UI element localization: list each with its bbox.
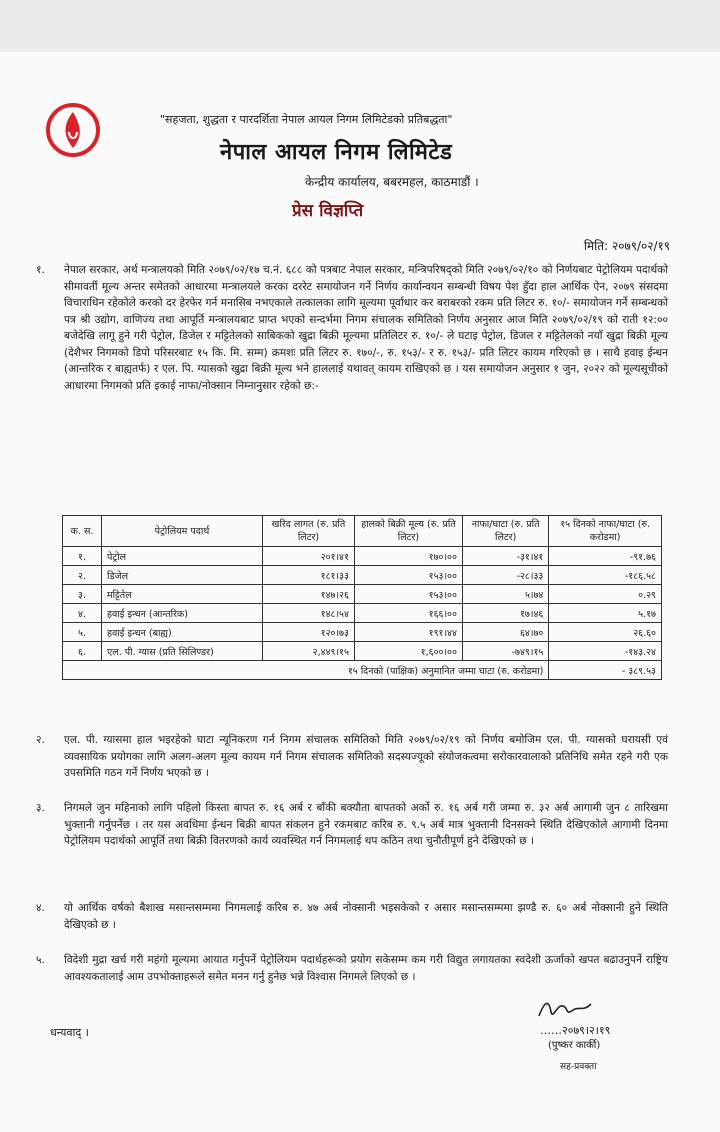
col-15day-profit-loss: १५ दिनको नाफा/घाटा (रु. करोडमा) [549,516,662,547]
col-purchase-cost: खरिद लागत (रु. प्रति लिटर) [263,516,355,547]
paragraph-text: एल. पी. ग्यासमा हाल भइरहेको घाटा न्यूनिकरण गर्न निगम संचालक समितिको मिति २०७९/०२/१९ को निर्णय बमोजिम एल. पी. ग्यासको घरायसी एवं व्यवसायिक प्रयोगका लागि अलग-अलग मूल्य कायम गर्न निगम संचालक समितिको सदस्यज्यूको संयोजकत्वमा सरोकारवालाको प्रतिनिधि समेत रहने गरी एक उपसमिति गठन गर्ने निर्णय भएको छ । [64,734,668,779]
closing-thanks: धन्यवाद् । [50,1026,89,1039]
paragraph-text: विदेशी मुद्रा खर्च गरी महंगो मूल्यमा आयात गर्नुपर्ने पेट्रोलियम पदार्थहरूको प्रयोग सकेसम्म कम गरी विद्युत लगायतका स्वदेशी ऊर्जाको खपत बढाउनुपर्ने राष्ट्रिय आवश्यकतालाई आम उपभोक्ताहरूले समेत मनन गर्नु हुनेछ भन्ने विश्वास निगमले लिएको छ । [64,954,668,983]
organization-name: नेपाल आयल निगम लिमिटेड [220,140,453,165]
paragraph-number: ५. [36,954,45,966]
office-address: केन्द्रीय कार्यालय, बबरमहल, काठमाडौं । [305,175,479,189]
paragraph-4 [36,900,668,933]
total-value: - ३८९.५३ [549,661,662,680]
table-row: ५. हवाई इन्धन (बाह्य) १२०।७३ १९१।४४ ६४।७० २६.६० [63,623,662,642]
paragraph-text: निगमले जुन महिनाको लागि पहिलो किस्ता बापत रु. १६ अर्ब र बाँकी बक्यौता बापतको अर्को रु. १६ अर्ब गरी जम्मा रु. ३२ अर्ब आगामी जुन ८ तारिखमा भुक्तानी गर्नुपर्नेछ । तर यस अवधिमा ईन्धन बिक्री बापत संकलन हुने रकमबाट करिब रु. ९.५ अर्ब मात्र भुक्तानी दिनसक्ने स्थिति देखिएकोले आगामी दिनमा पेट्रोलियम पदार्थको आपूर्ति तथा बिक्री वितरणको कार्य व्यवस्थित गर्न निगमलाई थप कठिन तथा चुनौतीपूर्ण हुने देखिएको छ । [64,802,668,847]
table-row: ६. एल. पी. ग्यास (प्रति सिलिण्डर) २,४४९।१५ १,६००।०० -७४९।१५ -१४३.२४ [63,642,662,661]
table-row: ४. हवाई इन्धन (आन्तरिक) १४८।५४ १६६।०० १७।४६ ५.१७ [63,604,662,623]
document-date: मिति: २०७९/०२/१९ [583,239,670,253]
paragraph-number: ४. [36,902,45,914]
col-profit-loss: नाफा/घाटा (रु. प्रति लिटर) [462,516,548,547]
table-total-row [63,661,662,680]
noc-logo-icon [45,102,101,174]
total-label: १५ दिनको (पाक्षिक) अनुमानित जम्मा घाटा (रु. करोडमा) [63,661,549,680]
paragraph-text: यो आर्थिक वर्षको बैशाख मसान्तसम्ममा निगमलाई करिब रु. ४७ अर्ब नोक्सानी भइसकेको र असार मसान्तसम्ममा झण्डै रु. ६० अर्ब नोक्सानी हुने स्थिति देखिएको छ । [64,902,668,931]
paragraph-number: ३. [36,802,45,814]
profit-loss-table [62,515,662,680]
signature-icon [535,996,595,1022]
col-product: पेट्रोलियम पदार्थ [102,516,263,547]
paragraph-number: २. [36,734,45,746]
motto: "सहजता, शुद्धता र पारदर्शिता नेपाल आयल निगम लिमिटेडको प्रतिबद्धता" [160,113,453,126]
table-row: १. पेट्रोल २०१।४१ १७०।०० -३१।४१ -९१.७६ [63,547,662,566]
table-header-row [63,516,662,547]
table-row: २. डिजेल १८१।३३ १५३।०० -२८।३३ -१८६.५८ [63,566,662,585]
paragraph-text: नेपाल सरकार, अर्थ मन्त्रालयको मिति २०७९/०२/१७ च.नं. ६८८ को पत्रबाट नेपाल सरकार, मन्त्रिपरिषद्को मिति २०७९/०२/१० को निर्णयबाट पेट्रोलियम पदार्थको सीमावर्ती मूल्य अन्तर समेतको आधारमा मन्त्रालयले करका दररेट समायोजन गर्ने निर्णय कार्यान्वयन सम्बन्धी विषय पेश हुँदा हाल आर्थिक ऐन, २०७९ संसदमा विचाराधिन रहेकोले करको दर हेरफेर गर्न मनासिब नभएकाले तत्कालका लागि मूल्यमा पूर्वाधार कर बराबरको रकम प्रति लिटर रु. १०/- समायोजन गर्ने सम्बन्धको पत्र श्री उद्योग, वाणिज्य तथा आपूर्ति मन्त्रालयबाट प्राप्त भएको सन्दर्भमा निगम संचालक समितिको निर्णय अनुसार आज मिति २०७९/०२/१९ को राती १२:०० बजेदेखि लागू हुने गरी पेट्रोल, डिजेल र मट्टितेलको साबिकको खुद्रा बिक्री मूल्यमा प्रतिलिटर रु. १०/- ले घटाइ पेट्रोल, डिजल र मट्टितेलको नयाँ खुद्रा बिक्री मूल्य (देशैभर निगमको डिपो परिसरबाट १५ कि. मि. सम्म) क्रमशः प्रति लिटर रु. १७०/-, रु. १५३/- र रु. १५३/- प्रति लिटर कायम गरिएको छ । साथै हवाइ ईन्धन (आन्तरिक र बाह्यतर्फ) र एल. पि. ग्यासको खुद्रा बिक्री मूल्य भने हाललाई यथावत् कायम राखिएको छ । यस समायोजन अनुसार १ जुन, २०२२ को मूल्यसूचीको आधारमा निगमको प्रति इकाई नाफा/नोक्सान निम्नानुसार रहेको छ:- [64,264,668,392]
paragraph-5 [36,952,668,985]
paragraph-3 [36,800,668,850]
paragraph-2 [36,732,668,782]
paragraph-1 [36,262,668,394]
signer-name: (पुष्कर कार्की) [548,1040,601,1051]
signer-role: सह-प्रवक्ता [560,1062,597,1072]
signature-date: ……२०७९।२।१९ [540,1024,611,1037]
table-row: ३. मट्टितेल १४७।२६ १५३।०० ५।७४ ०.२९ [63,585,662,604]
paragraph-number: १. [36,264,45,276]
col-serial: क. स. [63,516,102,547]
press-release-page [0,52,720,1132]
col-current-price: हालको बिक्री मूल्य (रु. प्रति लिटर) [354,516,462,547]
document-title: प्रेस विज्ञप्ति [292,201,364,221]
